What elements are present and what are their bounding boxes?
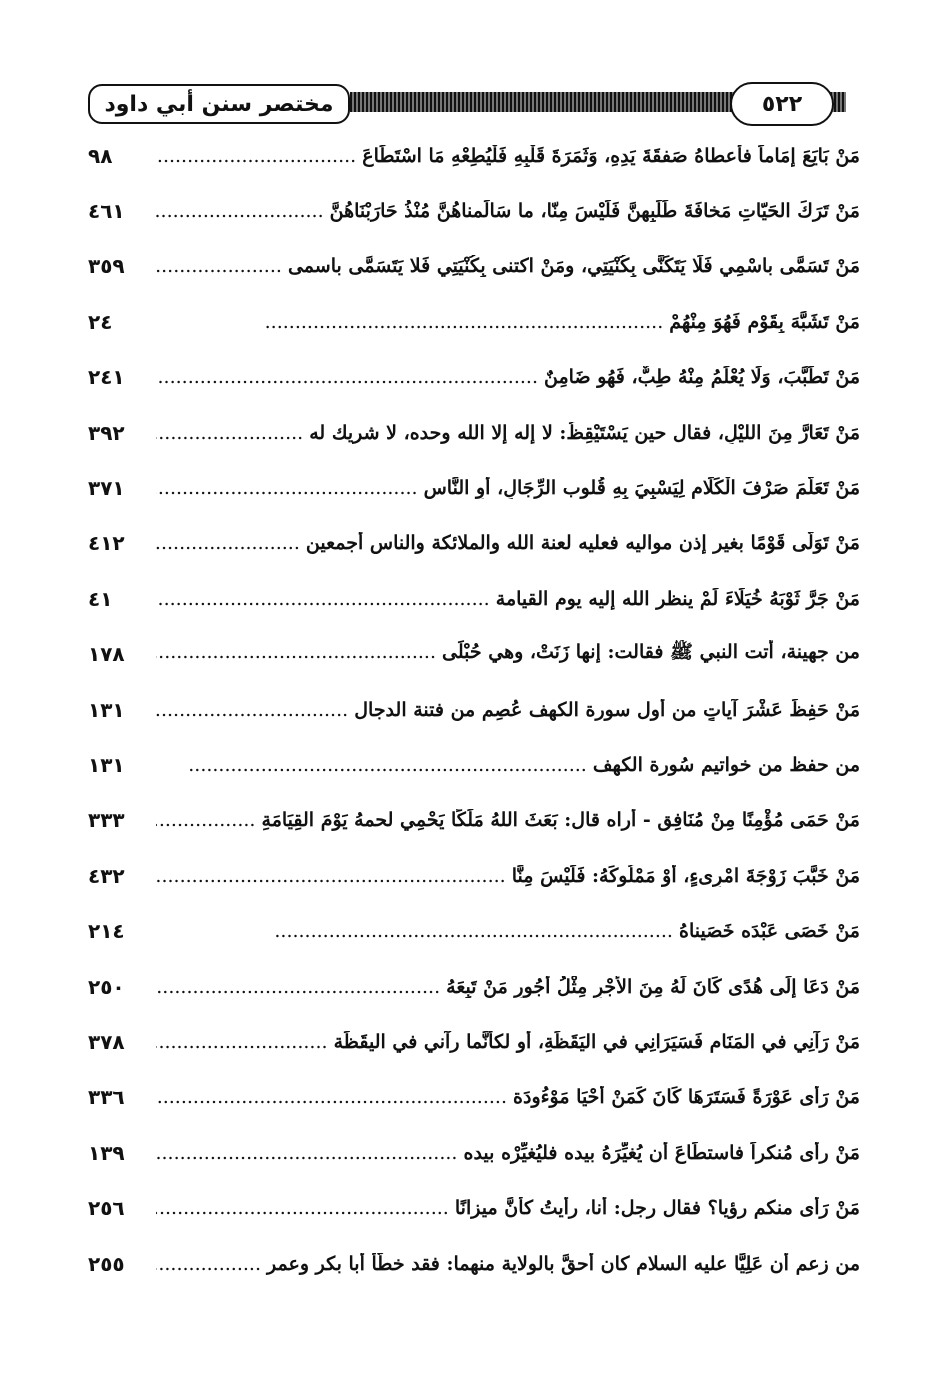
index-entry <box>88 239 860 294</box>
entry-text: مَنْ تَسَمَّى باسْمِي فَلَا يَتَكَنَّى بِكُنْيَتِي، ومَنْ اكتنى بِكُنْيَتِي فَلا يَتَسَمَّى باسمى ..... <box>156 255 860 277</box>
entry-page: ٢٤١ <box>88 365 125 390</box>
page-header <box>88 82 860 128</box>
entry-page: ٤٦١ <box>88 199 125 224</box>
entry-page: ٩٨ <box>88 143 113 168</box>
page-number: ٥٢٢ <box>730 82 834 126</box>
entry-text: من زعم أن عَلِيًّا عليه السلام كان أحقَّ بالولاية منهما: فقد خطَّأ أبا بكر وعمر ..... <box>156 1253 860 1275</box>
index-entry <box>88 1070 860 1125</box>
index-entry <box>88 1014 860 1069</box>
entry-text: مَنْ رَأَى عَوْرَةً فَسَتَرَهَا كَانَ كَمَنْ أَحْيَا مَوْءُودَة ..... <box>156 1086 860 1108</box>
index-entry <box>88 903 860 958</box>
entry-page: ٣٣٣ <box>88 808 125 833</box>
entry-page: ١٣١ <box>88 697 125 722</box>
index-entry <box>88 350 860 405</box>
index-entry <box>88 848 860 903</box>
entry-text: مَنْ حَفِظَ عَشْرَ آياتٍ من أول سورة الكهف عُصِم من فتنة الدجال ..... <box>156 699 860 721</box>
entry-text: مَنْ تَعَارَّ مِنَ الليْلِ، فقال حين يَسْتَيْقِظُ: لا إله إلا الله وحده، لا شريك له ..... <box>156 422 860 444</box>
entry-page: ٢٤ <box>88 309 113 334</box>
index-list <box>88 128 860 1291</box>
entry-text: من حفظ من خواتيم سُورة الكهف ..... <box>156 754 860 776</box>
entry-text: مَنْ خَصَى عَبْدَه خَصَيناهُ ..... <box>156 920 860 942</box>
entry-page: ٤١٢ <box>88 531 125 556</box>
entry-text: مَنْ جَرَّ ثَوْبَهُ خُيَلَاءَ لَمْ ينظر الله إليه يوم القيامة ..... <box>156 588 860 610</box>
entry-page: ٣٣٦ <box>88 1085 125 1110</box>
entry-text: مَنْ خَبَّبَ زَوْجَةَ امْرِىءٍ، أَوْ مَمْلُوكَهُ: فَلَيْسَ مِنَّا ..... <box>156 865 860 887</box>
entry-page: ٣٧٨ <box>88 1029 125 1054</box>
book-title: مختصر سنن أبي داود <box>88 84 350 124</box>
index-entry <box>88 128 860 183</box>
index-entry <box>88 294 860 349</box>
entry-text: مَنْ تَشَبَّهَ بِقَوْمٍ فَهُوَ مِنْهُمْ ..... <box>156 311 860 333</box>
entry-text: مَنْ تَعَلَّمَ صَرْفَ الْكَلَامِ لِيَسْبِيَ بِهِ قُلوب الرِّجَالِ، أَوِ النَّاس ..... <box>156 477 860 499</box>
index-entry <box>88 959 860 1014</box>
entry-page: ٣٥٩ <box>88 254 125 279</box>
entry-page: ٤١ <box>88 586 113 611</box>
entry-text: مَنْ حَمَى مُؤْمِنًا مِنْ مُنَافِقٍ - أُراه قال: بَعَثَ اللهُ مَلَكًا يَحْمِي لحمهُ يَوْمَ القِيَامَةِ ..... <box>156 809 860 831</box>
index-entry <box>88 682 860 737</box>
index-entry <box>88 183 860 238</box>
index-entry <box>88 793 860 848</box>
entry-page: ١٣٩ <box>88 1140 125 1165</box>
entry-text: من جهينة، أتت النبي ﷺ فقالت: إنها زَنَتْ، وهي حُبْلَى ..... <box>156 640 860 668</box>
entry-page: ٣٩٢ <box>88 420 125 445</box>
entry-text: مَنْ رأى مُنكراً فاستطَاعَ أن يُغيِّرَهُ بيده فليُغيِّرْه بيده ..... <box>156 1142 860 1164</box>
index-entry <box>88 516 860 571</box>
entry-text: مَنْ تَطَبَّبَ، وَلَا يُعْلَمُ مِنْهُ طِبٌّ، فَهُو ضَامِنٌ ..... <box>156 366 860 388</box>
index-entry <box>88 571 860 626</box>
index-entry <box>88 1125 860 1180</box>
entry-page: ٢١٤ <box>88 919 125 944</box>
entry-text: مَنْ تَرَكَ الحَيّاتِ مَخافَةَ طَلَبِهِنَّ فَلَيْسَ مِنّا، ما سَالَمناهُنَّ مُنْذُ حَارَبْنَاهُنَّ ..... <box>156 200 860 222</box>
index-entry <box>88 460 860 515</box>
entry-page: ٤٣٢ <box>88 863 125 888</box>
index-entry <box>88 405 860 460</box>
entry-text: مَنْ رَأَى منكم رؤيا؟ فقال رجل: أنا، رأيتُ كأَنَّ ميزانًا ..... <box>156 1197 860 1219</box>
entry-page: ٣٧١ <box>88 476 125 501</box>
index-entry <box>88 737 860 792</box>
entry-text: مَنْ دَعَا إِلَى هُدًى كَانَ لَهُ مِنَ الأَجْرِ مِثْلُ أُجُورِ مَنْ تَبِعَهُ ..... <box>156 976 860 998</box>
entry-page: ٢٥٥ <box>88 1251 125 1276</box>
entry-text: مَنْ رَآنِي في المَنَامِ فَسَيَرَانِي في اليَقَظَةِ، أو لكأنَّما رآني في اليقَظَة ..... <box>156 1031 860 1053</box>
entry-page: ٢٥٦ <box>88 1196 125 1221</box>
index-entry <box>88 1180 860 1235</box>
entry-text: مَنْ تَوَلَّى قَوْمًا بغير إذن مواليه فعليه لعنة الله والملائكة والناس أجمعين ..... <box>156 532 860 554</box>
index-entry <box>88 1236 860 1291</box>
index-entry <box>88 627 860 682</box>
entry-page: ٢٥٠ <box>88 974 125 999</box>
entry-page: ١٧٨ <box>88 642 125 667</box>
entry-text: مَنْ بَايَعَ إِمَاماً فأَعطاهُ صَفقَةَ يَدِهِ، وَثَمَرَةَ قَلْبِهِ فَلْيُطِعْهِ مَا اسْتَطَاعَ ..... <box>156 145 860 167</box>
entry-page: ١٣١ <box>88 752 125 777</box>
